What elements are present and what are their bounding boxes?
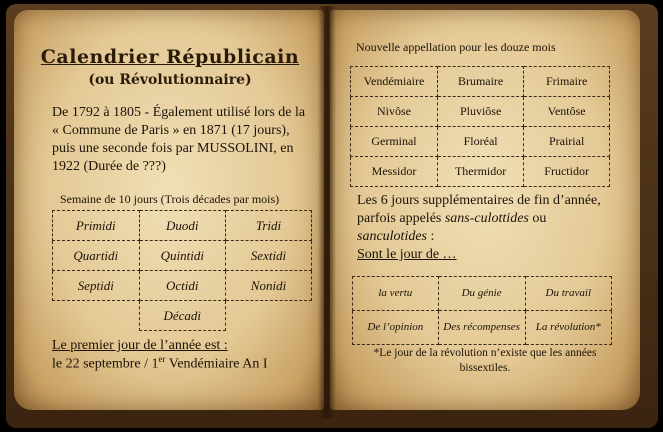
month-cell: Nivôse <box>351 97 438 127</box>
month-cell: Messidor <box>351 157 438 187</box>
extra-text: ou <box>528 211 547 226</box>
month-cell: Prairial <box>524 127 610 157</box>
months-caption: Nouvelle appellation pour les douze mois <box>356 40 556 54</box>
extra-days-label: Sont le jour de … <box>357 247 457 262</box>
month-cell: Floréal <box>437 127 523 157</box>
month-cell: Germinal <box>351 127 438 157</box>
day-cell: Nonidi <box>226 271 312 301</box>
empty-cell <box>53 301 140 331</box>
feast-cell: Du travail <box>525 277 611 311</box>
feast-cell: Des récompenses <box>438 311 525 345</box>
month-cell: Pluviôse <box>437 97 523 127</box>
days-table <box>52 210 312 331</box>
month-cell: Vendémiaire <box>351 67 438 97</box>
day-cell: Décadi <box>139 301 225 331</box>
day-cell: Duodi <box>139 211 225 241</box>
day-cell: Primidi <box>53 211 140 241</box>
table-row <box>53 271 312 301</box>
feast-cell: la vertu <box>353 277 439 311</box>
table-row <box>351 67 610 97</box>
table-row <box>351 97 610 127</box>
table-row <box>353 277 612 311</box>
extra-term: sans-culottides <box>444 211 529 226</box>
extra-term: sanculotides <box>357 229 427 244</box>
table-row <box>353 311 612 345</box>
first-day-date <box>52 354 268 373</box>
months-table <box>350 66 610 187</box>
weeks-caption: Semaine de 10 jours (Trois décades par mois) <box>60 192 280 206</box>
table-row <box>53 301 312 331</box>
first-day-date-suffix: Vendémiaire An I <box>165 356 268 372</box>
day-cell: Tridi <box>226 211 312 241</box>
feasts-table <box>352 276 612 345</box>
day-cell: Quartidi <box>53 241 140 271</box>
feast-cell: De l’opinion <box>353 311 439 345</box>
table-row <box>53 211 312 241</box>
table-row <box>53 241 312 271</box>
month-cell: Ventôse <box>524 97 610 127</box>
page-title: Calendrier Républicain <box>40 46 300 68</box>
table-row <box>351 157 610 187</box>
day-cell: Sextidi <box>226 241 312 271</box>
first-day-date-sup: er <box>158 354 166 364</box>
footnote: *Le jour de la révolution n’existe que les années bissextiles. <box>373 347 597 374</box>
month-cell: Brumaire <box>437 67 523 97</box>
month-cell: Thermidor <box>437 157 523 187</box>
feast-cell: La révolution* <box>525 311 611 345</box>
extra-days-paragraph <box>357 192 619 264</box>
first-day-date-prefix: le 22 septembre / 1 <box>52 356 159 372</box>
extra-text: Les 6 jours supplémentaires de fin d’année, parfois appelés <box>357 193 601 226</box>
feast-cell: Du génie <box>438 277 525 311</box>
month-cell: Frimaire <box>524 67 610 97</box>
empty-cell <box>226 301 312 331</box>
day-cell: Octidi <box>139 271 225 301</box>
day-cell: Quintidi <box>139 241 225 271</box>
day-cell: Septidi <box>53 271 140 301</box>
extra-text: : <box>427 229 435 244</box>
page-subtitle: (ou Révolutionnaire) <box>88 72 252 88</box>
month-cell: Fructidor <box>524 157 610 187</box>
table-row <box>351 127 610 157</box>
intro-paragraph: De 1792 à 1805 - Également utilisé lors de la « Commune de Paris » en 1871 (17 jours), puis une seconde fois par MUSSOLINI, en 1922 (Durée de ???) <box>52 105 306 174</box>
first-day-label: Le premier jour de l’année est : <box>52 338 228 353</box>
